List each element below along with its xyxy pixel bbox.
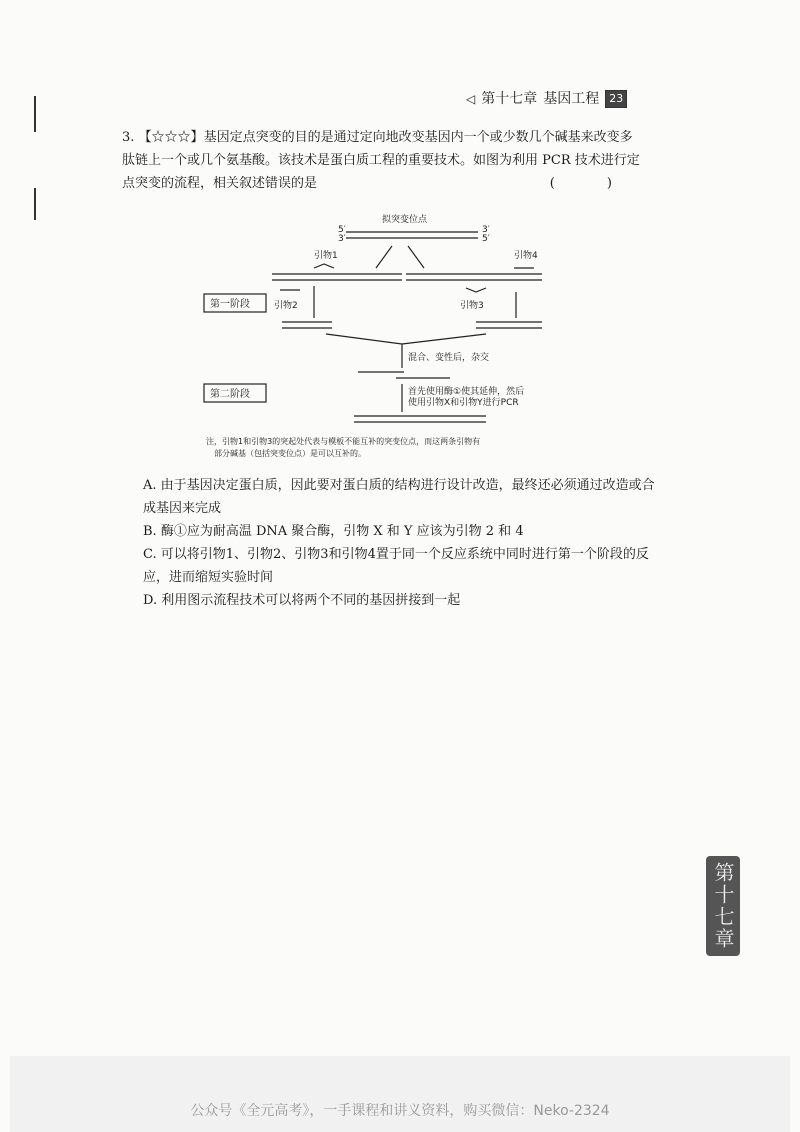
chapter-header [466, 88, 646, 110]
extend-step-label-1: 首先使用酶①使其延伸，然后 [408, 387, 525, 397]
converge-left [326, 334, 402, 344]
question-block [122, 126, 642, 195]
stage2-label: 第二阶段 [210, 389, 250, 400]
diagram-note-line1: 注，引物1和引物3的突起处代表与模板不能互补的突变位点，而这两条引物有 [206, 437, 481, 446]
converge-right [402, 334, 486, 344]
option-d[interactable]: D. 利用图示流程技术可以将两个不同的基因拼接到一起 [143, 593, 461, 608]
chapter-number: 第十七章 [481, 91, 538, 107]
chapter-title: 基因工程 [543, 91, 600, 107]
difficulty-stars: 【☆☆☆】 [138, 130, 204, 145]
option-b[interactable]: B. 酶①应为耐高温 DNA 聚合酶，引物 X 和 Y 应该为引物 2 和 4 [143, 524, 524, 539]
primer3-label: 引物3 [460, 301, 484, 311]
end-label: 5′ [338, 225, 346, 235]
diagram-note-line2: 部分碱基（包括突变位点）是可以互补的。 [214, 449, 366, 458]
question-number: 3. [122, 130, 135, 145]
mix-step-label: 混合、变性后，杂交 [408, 353, 490, 363]
pcr-mutagenesis-diagram [196, 208, 566, 470]
question-text: 基因定点突变的目的是通过定向地改变基因内一个或少数几个碱基来改变多肽链上一个或几个氨基酸。该技术是蛋白质工程的重要技术。如图为利用 PCR 技术进行定点突变的流程，相关叙述错误的是 [122, 130, 640, 191]
answer-options [143, 474, 663, 612]
answer-parens: ( ) [549, 176, 636, 191]
primer2-label: 引物2 [274, 301, 298, 311]
footer-watermark [10, 1056, 790, 1132]
primer1-label: 引物1 [314, 251, 338, 261]
stage1-label: 第一阶段 [210, 299, 250, 310]
primer4-label: 引物4 [514, 251, 538, 261]
end-label: 3′ [338, 234, 346, 244]
arrow-left [376, 246, 392, 268]
arrow-right [408, 246, 424, 268]
option-c[interactable]: C. 可以将引物1、引物2、引物3和引物4置于同一个反应系统中同时进行第一个阶段的反应，进而缩短实验时间 [143, 547, 649, 585]
scan-mark [34, 96, 36, 132]
primer3-bump [466, 288, 486, 292]
option-a[interactable]: A. 由于基因决定蛋白质，因此要对蛋白质的结构进行设计改造，最终还必须通过改造或合成基因来完成 [143, 478, 655, 516]
chapter-side-tab: 第十七章 [706, 856, 740, 956]
triangle-left-icon: ◁ [466, 92, 476, 106]
primer1-bump [314, 264, 334, 268]
diagram-svg [196, 208, 566, 470]
extend-step-label-2: 使用引物X和引物Y进行PCR [408, 398, 519, 408]
scan-mark [34, 188, 36, 220]
end-label: 5′ [482, 234, 490, 244]
end-label: 3′ [482, 225, 490, 235]
footer-text: 公众号《全元高考》，一手课程和讲义资料，购买微信：Neko-2324 [190, 1103, 610, 1119]
page-number: 23 [605, 90, 627, 108]
mutation-site-label: 拟突变位点 [382, 215, 428, 225]
